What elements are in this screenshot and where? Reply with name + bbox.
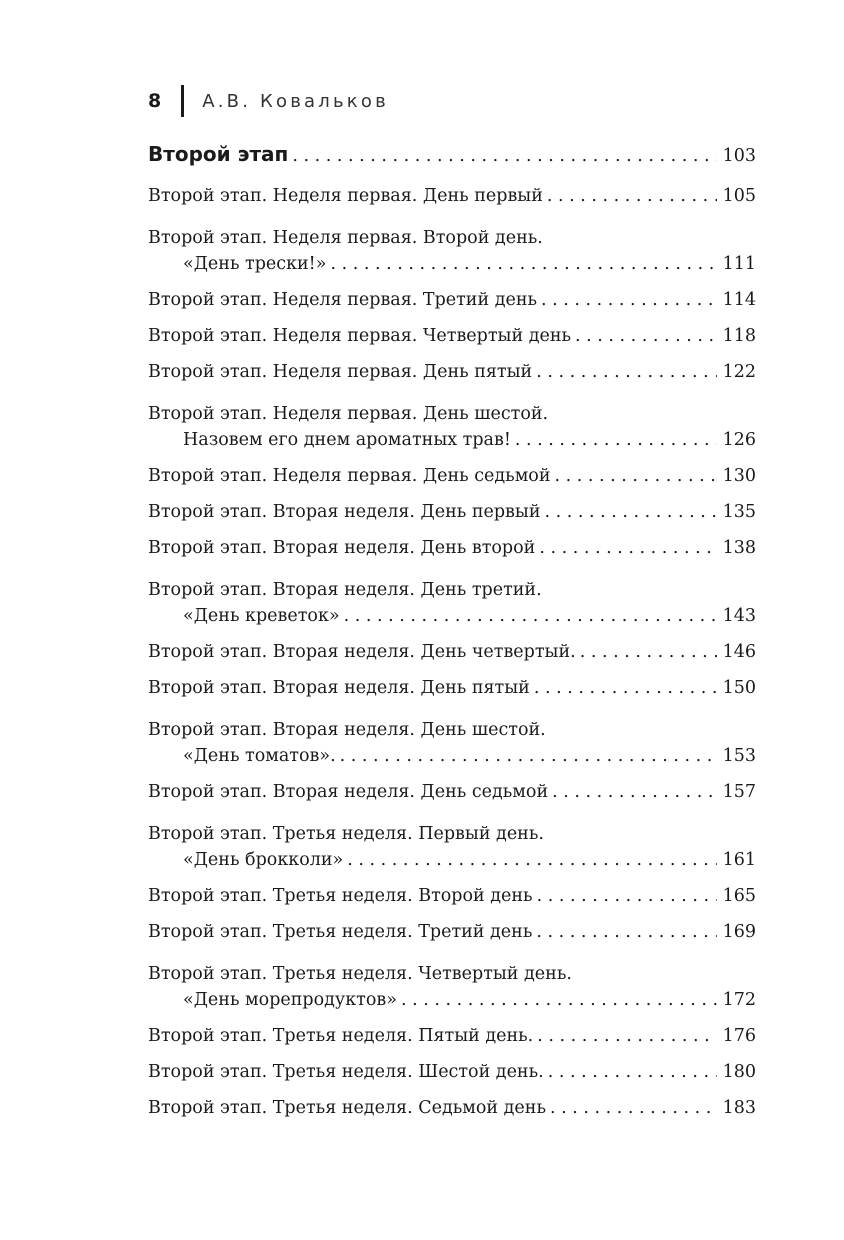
toc-entry-title-line: Второй этап. Вторая неделя. День шестой.: [148, 720, 546, 740]
header-divider: [181, 85, 184, 117]
toc-entry-title: Второй этап. Неделя первая. День первый: [148, 186, 543, 206]
toc-entry-title: Второй этап. Третья неделя. Третий день: [148, 922, 533, 942]
toc-entry[interactable]: [148, 1062, 756, 1094]
toc-entry[interactable]: [148, 782, 756, 814]
toc-entry-row: [148, 466, 756, 498]
toc-entry-row: [148, 746, 756, 778]
dot-leader: [548, 1062, 717, 1082]
dot-leader: [580, 642, 717, 662]
dot-leader: [536, 922, 716, 942]
toc-entry-row: [148, 850, 756, 882]
toc-entry-page-number: 176: [722, 1026, 756, 1046]
toc-entry-page-number: 122: [722, 362, 756, 382]
toc-entry-row: [148, 606, 756, 638]
dot-leader: [537, 1026, 716, 1046]
table-of-contents: [148, 142, 756, 1134]
dot-leader: [401, 990, 717, 1010]
toc-entry-row: [148, 1026, 756, 1058]
toc-entry-title: Второй этап. Неделя первая. День седьмой: [148, 466, 551, 486]
toc-entry-row: [148, 1062, 756, 1094]
toc-entry-title-line: Второй этап. Вторая неделя. День третий.: [148, 580, 542, 600]
toc-entry-title: «День креветок»: [183, 606, 340, 626]
toc-entry-page-number: 143: [722, 606, 756, 626]
toc-entry[interactable]: [148, 642, 756, 674]
dot-leader: [515, 430, 717, 450]
toc-entry-title: «День трески!»: [183, 254, 327, 274]
toc-entry-row: [148, 326, 756, 358]
toc-entry-row: [148, 782, 756, 814]
toc-entry-title: Второй этап. Неделя первая. Четвертый день: [148, 326, 572, 346]
toc-entry[interactable]: [148, 678, 756, 710]
dot-leader: [330, 254, 716, 274]
page-number: 8: [148, 90, 162, 112]
dot-leader: [550, 1098, 717, 1118]
toc-entry-page-number: 172: [722, 990, 756, 1010]
toc-entry-page-number: 130: [722, 466, 756, 486]
toc-entry[interactable]: [148, 502, 756, 534]
toc-entry-page-number: 157: [722, 782, 756, 802]
toc-entry-page-number: 135: [722, 502, 756, 522]
toc-entry-row: [148, 642, 756, 674]
toc-entry-title: Второй этап. Третья неделя. Седьмой день: [148, 1098, 546, 1118]
toc-entry-page-number: 153: [722, 746, 756, 766]
toc-entry[interactable]: [148, 326, 756, 358]
toc-entry-row: [148, 538, 756, 570]
toc-entry[interactable]: [148, 922, 756, 954]
toc-entry-page-number: 114: [722, 290, 756, 310]
toc-entry-title: Второй этап. Неделя первая. День пятый: [148, 362, 533, 382]
toc-entry-title: Второй этап. Вторая неделя. День пятый: [148, 678, 530, 698]
dot-leader: [534, 678, 717, 698]
dot-leader: [347, 850, 716, 870]
toc-entry[interactable]: [148, 574, 756, 638]
toc-entry[interactable]: [148, 362, 756, 394]
author-name: А.В. Ковальков: [202, 90, 389, 112]
toc-entry-page-number: 165: [722, 886, 756, 906]
toc-entry-title: Второй этап. Третья неделя. Второй день: [148, 886, 533, 906]
toc-entry-title: Второй этап. Третья неделя. Пятый день.: [148, 1026, 534, 1046]
toc-entry-row: [148, 290, 756, 322]
toc-entry-row: [148, 678, 756, 710]
toc-entry-row: [148, 254, 756, 286]
toc-entry-title-line: Второй этап. Третья неделя. Первый день.: [148, 824, 544, 844]
dot-leader: [344, 606, 717, 626]
toc-entry-title: Второй этап. Третья неделя. Шестой день.: [148, 1062, 544, 1082]
dot-leader: [539, 538, 716, 558]
toc-section-heading[interactable]: [148, 142, 756, 176]
toc-entry-page-number: 105: [722, 186, 756, 206]
running-head: [148, 84, 389, 118]
toc-entry-page-number: 126: [722, 430, 756, 450]
toc-entry-row: [148, 990, 756, 1022]
toc-entry-title: «День брокколи»: [183, 850, 344, 870]
toc-entry[interactable]: [148, 714, 756, 778]
toc-entries: [148, 186, 756, 1130]
toc-entry-page-number: 150: [722, 678, 756, 698]
dot-leader: [575, 326, 717, 346]
toc-entry-row: [148, 502, 756, 534]
section-title: Второй этап: [148, 142, 289, 166]
toc-entry[interactable]: [148, 818, 756, 882]
toc-entry-row: [148, 186, 756, 218]
toc-entry-title: Второй этап. Неделя первая. Третий день: [148, 290, 538, 310]
toc-entry[interactable]: [148, 222, 756, 286]
toc-entry-title: Второй этап. Вторая неделя. День седьмой: [148, 782, 549, 802]
toc-entry[interactable]: [148, 398, 756, 462]
dot-leader: [537, 886, 717, 906]
dot-leader: [555, 466, 717, 486]
toc-entry-page-number: 138: [722, 538, 756, 558]
toc-entry[interactable]: [148, 466, 756, 498]
toc-entry[interactable]: [148, 538, 756, 570]
toc-entry-page-number: 183: [722, 1098, 756, 1118]
toc-entry[interactable]: [148, 290, 756, 322]
toc-entry-page-number: 118: [722, 326, 756, 346]
toc-entry-row: [148, 362, 756, 394]
toc-entry[interactable]: [148, 886, 756, 918]
toc-entry-title-line: Второй этап. Неделя первая. День шестой.: [148, 404, 549, 424]
toc-entry-row: [148, 430, 756, 462]
toc-entry[interactable]: [148, 186, 756, 218]
dot-leader: [545, 502, 717, 522]
toc-entry[interactable]: [148, 1026, 756, 1058]
toc-entry-page-number: 161: [722, 850, 756, 870]
toc-entry-title: Назовем его днем ароматных трав!: [183, 430, 511, 450]
toc-entry-page-number: 146: [722, 642, 756, 662]
toc-entry-row: [148, 922, 756, 954]
toc-entry-page-number: 111: [722, 254, 756, 274]
toc-entry-title: «День морепродуктов»: [183, 990, 397, 1010]
dot-leader: [547, 186, 717, 206]
toc-entry[interactable]: [148, 1098, 756, 1130]
toc-entry-title-line: Второй этап. Неделя первая. Второй день.: [148, 228, 543, 248]
toc-entry-row: [148, 886, 756, 918]
toc-entry-title: Второй этап. Вторая неделя. День второй: [148, 538, 536, 558]
toc-entry-title: Второй этап. Вторая неделя. День первый: [148, 502, 541, 522]
toc-entry[interactable]: [148, 958, 756, 1022]
toc-entry-title-line: Второй этап. Третья неделя. Четвертый день.: [148, 964, 572, 984]
toc-entry-page-number: 180: [722, 1062, 756, 1082]
toc-entry-page-number: 169: [722, 922, 756, 942]
toc-entry-title: Второй этап. Вторая неделя. День четвертый.: [148, 642, 576, 662]
section-page-number: 103: [722, 146, 756, 166]
toc-entry-title: «День томатов».: [183, 746, 336, 766]
dot-leader: [552, 782, 716, 802]
dot-leader: [541, 290, 717, 310]
dot-leader: [292, 146, 716, 166]
dot-leader: [340, 746, 717, 766]
toc-entry-row: [148, 1098, 756, 1130]
dot-leader: [536, 362, 716, 382]
